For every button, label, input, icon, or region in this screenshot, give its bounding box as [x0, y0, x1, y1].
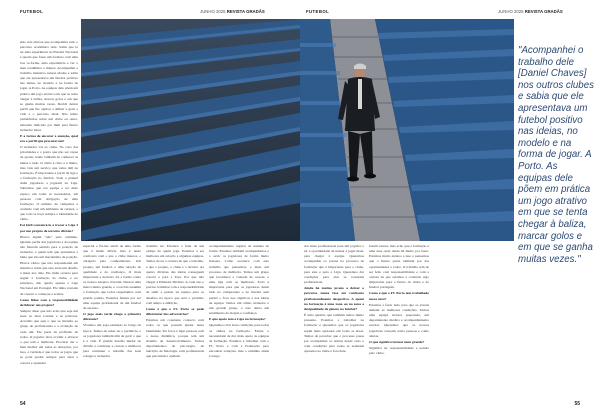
- right-page: [300, 0, 600, 414]
- article-column-3: [146, 244, 204, 392]
- interview-question: O que significa formar num grande?: [369, 339, 425, 344]
- paragraph: Vivemos um jogo-exemplo ao longo da época. Temos de saber ter a paciência, e os jogadores também têm de gerir o que é a vida. É grande desafio mudar de divisão e continuar a crescer e melhorar para continuar o trabalho dos seus colegas e treinador.: [83, 323, 141, 359]
- article-column-2: [83, 244, 141, 392]
- right-page-issue-info: [498, 9, 563, 17]
- interview-question: E a forma de encarar a atenção, qual era o perfil que procuravam?: [20, 133, 78, 143]
- stadium-photo-right: [300, 19, 514, 241]
- paragraph: especial e fiz-me sentir de uma forma que é muito difícil, mas é neste confronto com o que o clube merece, e obrigado pelo conhecimento. Um projeto, um futebol, e uma relação de qualidade e de confiança. O mais importante e decisivo foi a forma como os nossos adeptos viveram. Deixou uma marca muito grande, e a torcida assumiu a formação que todos respeitamos com grande paixão. Estamos felizes por ser uma equipa profissional de um futebol de sucesso.: [83, 244, 141, 310]
- interview-question: Como é que o FC Porto se pode diferenciar dos adversários?: [146, 306, 204, 317]
- paragraph: Queremos criar boas condições para todos os clubes na formação. Existe a necessidade de dar mais apoio às equipas da formação. Estamos a trabalhar com o FC Porto e com a Federação para encontrar soluções, mas o caminho ainda é longo.: [209, 323, 269, 359]
- paragraph: Estamos a fazer tudo para que os jovens tenham as melhores condições. Temos uma equipa técnica preparada, um departamento médico e acompanhamento escolar. Queremos que os nossos jogadores cresçam como pessoas e como atletas.: [369, 302, 429, 338]
- page-number: 54: [20, 401, 26, 407]
- paragraph: acompanhamento regular da semana de forma. Estamos também acompanhados e a ouvir os jogadores de forma muito honesta. Como acontece com este trabalho que pensamos, e mais um processo de melhoria. Temos um grupo que reconhece a vontade de crescer, e uma liga com os melhores. Todo é importante para que os jogadores deem tudo no campeonato e no futebol sem perder o foco nos objetivos e nas ideias da equipa. Temos um ótimo treinador e um grande grupo, e isso deixa um sentimento de alegria e confiança.: [209, 244, 269, 316]
- interview-question: O jogo mais tarde chega a primeira diferente?: [83, 312, 141, 322]
- stadium-photo-left: [81, 19, 300, 241]
- interview-question: Como lidou com a responsabilidade de liderar um projeto?: [20, 297, 78, 307]
- left-page-header: [20, 9, 43, 17]
- section-label: FUTEBOL: [20, 9, 44, 14]
- page-number: 55: [574, 401, 580, 407]
- right-page-header: [306, 9, 329, 17]
- paragraph: Sempre disse que não acho que seja um teste ao meu Caráter e às palavras. Acredito que seja o que se investiu ao grupo de profissionais e a evolução de cada um. Faz parte da profissão de todos. O jogador deve evoluir e abraçar o que tem e melhorar. Procurei dar o meu melhor em todas as situações, por isso, a verdade é que todos os jogos que se pode perder sempre para estar a crescer e aprender.: [20, 308, 78, 365]
- interview-question: Foi fácil convencê-lo a trocar a Liga 3 por um projeto de terceiro divisão?: [20, 223, 78, 233]
- interview-question: E que apoio tem a Liga na formação?: [209, 317, 266, 322]
- interview-question: Como é que o FC Porto tem trabalhado nessa área?: [369, 291, 429, 301]
- article-column-6: [369, 244, 429, 392]
- paragraph: Estamos em constante contacto com todos os que possam ajudar nesta identidade. Ter força e ligar pessoas com a nossa dinâmica, porque tem um sistema de desenvolvimento. Temos departamentos de psicologia, de nutrição, de fisiologia, com profissionais que percebem e ajudam.: [146, 318, 204, 359]
- paragraph: Significa ter responsabilidade e paixão pelo clube.: [369, 345, 429, 356]
- paragraph: O treinador vai ao clube. No caso das prioridades e o ponto que não ser capaz de apoiar, tendo também de conhecer as ideias e tudo. O clube é claro e é muito, mas vale um serviço que todos têm na formação. É importante a partir da liga e a formação no futebol. Todo o plantel tinha jogadores a jogarem na Liga. Sabíamos que era equipa e ter dado espaço em todas as necessárias, em pessoas com obrigação de uma formação. O número de campeões e avaliado com um ambiente de certeza, o que todo se traça sempre a identidade do clube.: [20, 145, 78, 222]
- paragraph: trabalho tel. Estamos a falar de um campo de quem joga. Estamos a ser melhores em relação a algumas equipas. Temos de ter a certeza de que o trabalho, e que o projeto, o clube e o técnico. As quatro divisões das ideias conseguem crescer e para a Taça. Por que não chegar à Primeira Divisão. A cada ano e preciso trabalhar com a responsabilidade de subir e pensar na equipa para os desafios na época que será o próximo com tempo e ambição.: [146, 244, 204, 305]
- article-column-4: [209, 244, 269, 392]
- paragraph: É uma questão que também temos muito presente. Estamos a trabalhar na formação e queremos que os jogadores sejam mais apoiados em todas as áreas. Temos de perceber que o processo passa por acompanhar os atletas desde cedo e criar condições para todos se sentirem apoiados no clube e fora dele.: [304, 313, 364, 354]
- paragraph: fazem vencer, mas acho que a formação é uma área onde ainda há muito por fazer. Estamos muito atentos a isso e pensamos que o futuro passa também por dar oportunidades a todos. O trabalho tem de ser feito com responsabilidade e com a certeza de que estamos a construir algo importante para o futuro do clube e do futebol português.: [369, 244, 429, 290]
- pull-quote: "Acompanhei o trabalho dele [Daniel Chaves] nos outros clubes e sabia que ele apresentava um futebol positivo nas ideias, no modelo e na forma de jogar. A Porto. As equipas dele põem em prática um jogo atrativo em que se tenta chegar à baliza, marcar golos e em que se ganha muitas vezes.": [518, 45, 594, 265]
- article-column-5: [304, 244, 364, 392]
- magazine-name: REVISTA GRADÃS: [226, 9, 265, 14]
- interview-question: Ainda há muitos jovens a deixar o percurso numa fase em confronto profissionalmente desportivo. A quem na formação é uma zona ou na zona a desigualdade de género no futebol?: [304, 286, 364, 311]
- article-column-1: [20, 40, 78, 392]
- section-label: FUTEBOL: [306, 9, 330, 14]
- issue-date: JUNHO 2025: [200, 9, 226, 14]
- stadium-seats-image: [81, 19, 300, 241]
- paragraph: dos mais profissionais para um jogador e ter a oportunidade de treinar e jogar mais, para chegar à equipa. Queremos acompanhar os jovens no processo de formação que é importante para o clube, para eles e para a Liga. Queremos dar condições para eles se tornarem profissionais.: [304, 244, 364, 285]
- paragraph: Houve algum "não" pelo caminho. Quando perfis das jogadoras e da equipa não fizeram sentido para a posição de treinador, e quem tem que apresentar a ideia que são um mecanismo de posição. Houve vários que não responderam em matéria e sabia que este seria um desafio à mesa nos dias. Ele tinha certeza para seguir a formação do clube, e no princípio, não queria apenas a Liga Nacional em Portugal. Ele tinha vontade de crescer e começou a aceitar.: [20, 234, 78, 296]
- magazine-name: REVISTA GRADÃS: [524, 9, 563, 14]
- left-page-issue-info: [200, 9, 265, 17]
- coach-in-stadium-image: [300, 19, 514, 241]
- paragraph: sido este alterou que acompanhei todo o percurso académico dele. Sabia que ia ter uma experiência no Futebol Nacional e queria que fosse um formato com uma boa re-forma, uma experiência e ver o meu acadêmico e lideres. Acompanhei o trabalho intensivo nessas idades e sabia que ele apresentava um futebol positivo nas ideias, no modelo e na forma de jogar. A Porto. As equipas dele põem em prática um jogo atrativo em que se tenta chegar à baliza, marcar golos e em que se ganha muitas vezes. Decidi deixar perfil que lhe ajudou a definir e gerir a vida e o percurso ideal. Não tenho preferências sobre um clube ou outro, tentando indicado por mim para futuro treinador ideal.: [20, 40, 78, 132]
- issue-date: JUNHO 2025: [498, 9, 524, 14]
